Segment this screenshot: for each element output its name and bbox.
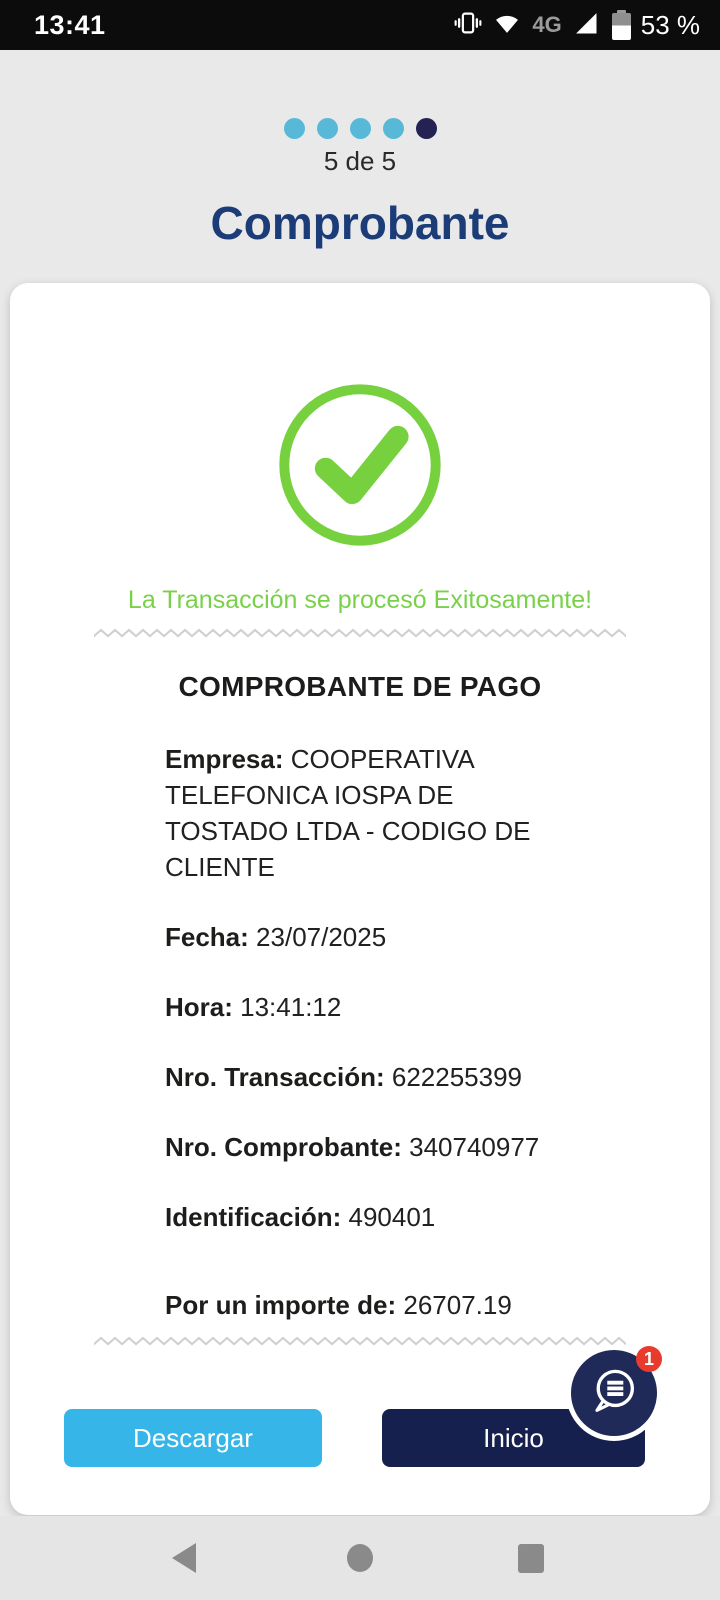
field-value: 622255399 <box>391 1062 522 1092</box>
nav-home-button[interactable] <box>320 1516 400 1600</box>
chat-bubble-icon <box>583 1360 645 1427</box>
download-button[interactable]: Descargar <box>64 1409 322 1467</box>
receipt-field-identificacion <box>165 1199 577 1235</box>
success-message: La Transacción se procesó Exitosamente! <box>127 586 593 614</box>
signal-icon <box>572 9 600 42</box>
recents-icon <box>518 1544 544 1573</box>
field-label: Nro. Transacción: <box>165 1062 385 1092</box>
notification-badge: 1 <box>636 1346 662 1372</box>
progress-dot <box>284 118 305 139</box>
nav-recents-button[interactable] <box>491 1516 571 1600</box>
receipt-field-hora <box>165 989 577 1025</box>
progress-dots <box>0 118 720 139</box>
receipt-field-empresa <box>165 741 577 885</box>
wifi-icon <box>492 9 522 42</box>
field-label: Fecha: <box>165 922 249 952</box>
zigzag-divider-bottom <box>94 1336 626 1348</box>
field-label: Empresa: <box>165 744 284 774</box>
battery-icon <box>612 10 631 40</box>
field-value: 23/07/2025 <box>256 922 387 952</box>
battery-percentage: 53 % <box>640 9 700 40</box>
field-value: 26707.19 <box>403 1290 512 1320</box>
receipt-field-nro-transaccion <box>165 1059 577 1095</box>
progress-dot <box>317 118 338 139</box>
receipt-field-importe <box>165 1287 577 1323</box>
vibrate-icon <box>454 9 482 42</box>
receipt-field-nro-comprobante <box>165 1129 577 1165</box>
progress-dot <box>350 118 371 139</box>
page-title: Comprobante <box>210 197 510 249</box>
status-bar <box>0 0 720 50</box>
receipt-heading: COMPROBANTE DE PAGO <box>178 671 542 702</box>
receipt-card <box>10 283 710 1515</box>
receipt-fields <box>165 741 577 1323</box>
status-time: 13:41 <box>34 9 106 40</box>
field-value: COOPERATIVA TELEFONICA IOSPA DE TOSTADO LTDA - CODIGO DE CLIENTE <box>165 744 531 882</box>
network-type-label: 4G <box>532 12 562 37</box>
field-value: 490401 <box>348 1202 436 1232</box>
progress-dot-active <box>416 118 437 139</box>
zigzag-divider-top <box>94 628 626 640</box>
status-icons <box>454 9 700 42</box>
back-icon <box>172 1543 196 1573</box>
step-indicator: 5 de 5 <box>323 146 397 176</box>
receipt-field-fecha <box>165 919 577 955</box>
field-value: 340740977 <box>409 1132 540 1162</box>
field-value: 13:41:12 <box>240 992 342 1022</box>
chat-fab-button[interactable] <box>566 1345 662 1441</box>
field-label: Hora: <box>165 992 233 1022</box>
field-label: Identificación: <box>165 1202 342 1232</box>
android-nav-bar <box>0 1516 720 1600</box>
field-label: Nro. Comprobante: <box>165 1132 402 1162</box>
home-button[interactable]: Inicio <box>382 1409 645 1467</box>
home-icon <box>347 1544 373 1572</box>
success-icon <box>10 379 710 551</box>
field-label: Por un importe de: <box>165 1290 397 1320</box>
nav-back-button[interactable] <box>144 1516 224 1600</box>
progress-dot <box>383 118 404 139</box>
